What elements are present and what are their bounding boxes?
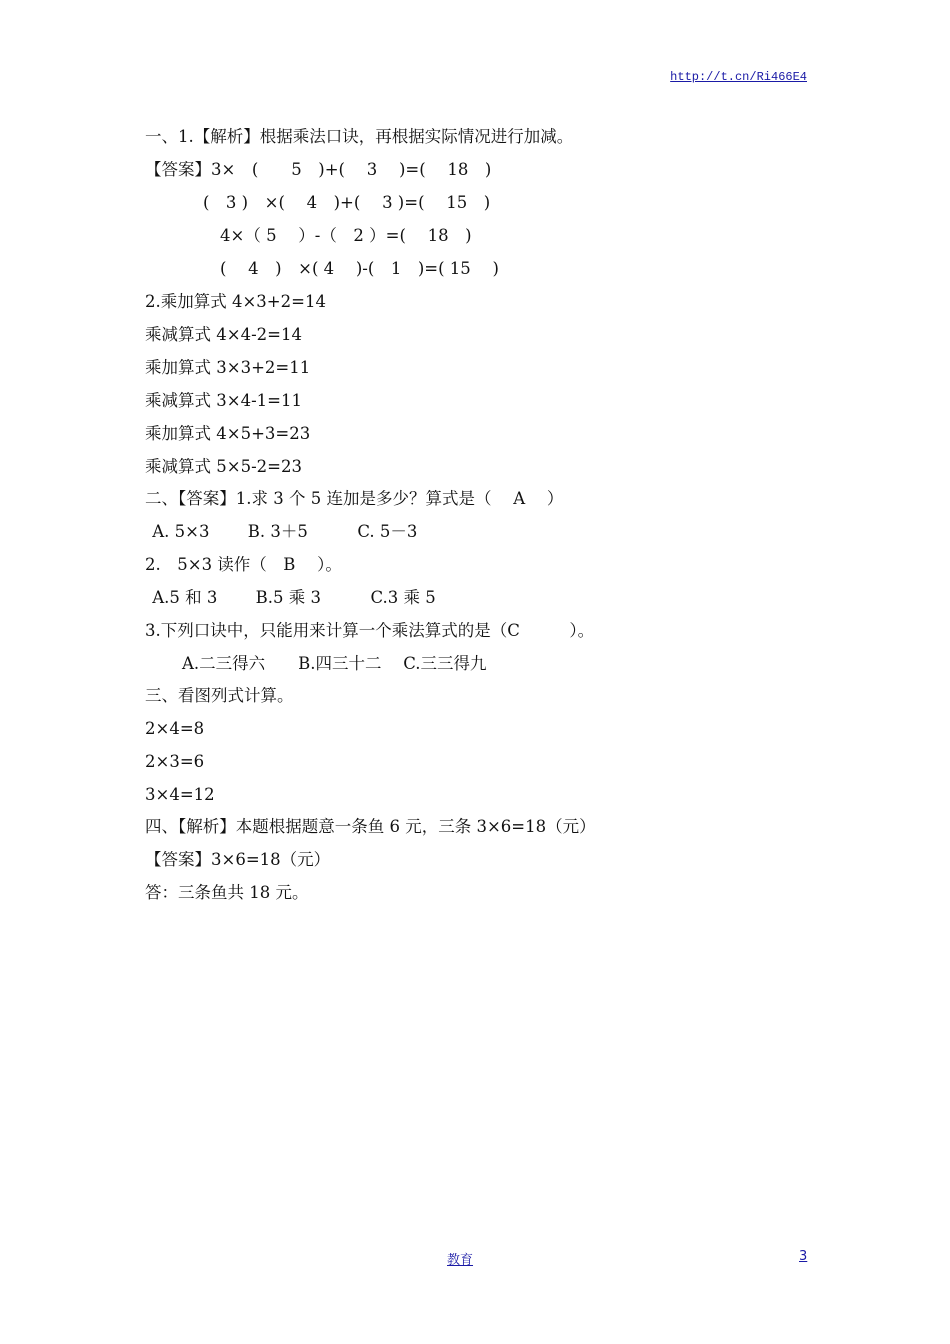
section-2-question-2: 2. 5×3 读作（ B ）。 <box>145 555 342 574</box>
answer-line-4: ( 4 ) ×( 4 )-( 1 )=( 15 ) <box>220 259 499 278</box>
section-1-analysis: 一、1.【解析】根据乘法口诀，再根据实际情况进行加减。 <box>145 127 574 146</box>
answer-line-2: ( 3 ) ×( 4 )+( 3 )=( 15 ) <box>203 193 491 212</box>
header-link[interactable]: http://t.cn/Ri466E4 <box>670 70 807 84</box>
page-number[interactable]: 3 <box>799 1249 808 1264</box>
question-1-options: A. 5×3 B. 3＋5 C. 5－3 <box>147 522 418 541</box>
question-3-options: A.二三得六 B.四三十二 C.三三得九 <box>182 654 487 673</box>
equation-line: 2×3=6 <box>145 752 205 771</box>
section-2-question-1: 二、【答案】1.求 3 个 5 连加是多少？算式是（ A ） <box>145 489 564 508</box>
answer-line-3: 4×（ 5 ）-（ 2 ）=( 18 ) <box>220 226 472 245</box>
section-4-analysis: 四、【解析】本题根据题意一条鱼 6 元，三条 3×6=18（元） <box>145 817 596 836</box>
equation-line: 乘减算式 3×4-1=11 <box>145 391 302 410</box>
equation-line: 乘加算式 4×5+3=23 <box>145 424 311 443</box>
equation-line: 乘加算式 3×3+2=11 <box>145 358 311 377</box>
section-4-answer: 【答案】3×6=18（元） <box>145 850 331 869</box>
section-3-heading: 三、看图列式计算。 <box>145 686 294 705</box>
section-2-question-3: 3.下列口诀中，只能用来计算一个乘法算式的是（C ）。 <box>145 621 595 640</box>
answer-line-1: 【答案】3× ( 5 )+( 3 )=( 18 ) <box>145 160 492 179</box>
section-4-response: 答：三条鱼共 18 元。 <box>145 883 309 902</box>
equation-line: 2.乘加算式 4×3+2=14 <box>145 292 326 311</box>
equation-line: 2×4=8 <box>145 719 205 738</box>
equation-line: 乘减算式 5×5-2=23 <box>145 457 302 476</box>
question-2-options: A.5 和 3 B.5 乘 3 C.3 乘 5 <box>147 588 436 607</box>
footer-link[interactable]: 教育 <box>447 1253 474 1268</box>
equation-line: 乘减算式 4×4-2=14 <box>145 325 302 344</box>
equation-line: 3×4=12 <box>145 785 215 804</box>
